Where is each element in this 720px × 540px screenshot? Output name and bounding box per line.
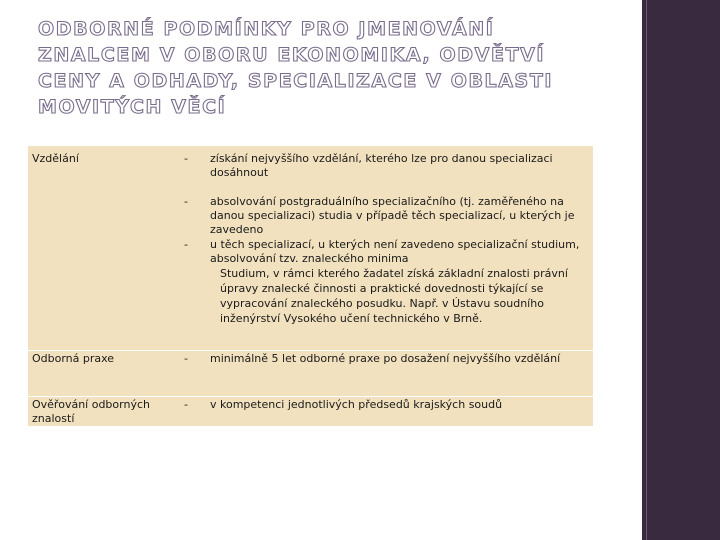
side-panel (642, 0, 720, 540)
education-item-1: získání nejvyššího vzdělání, kterého lze pro danou specializaci dosáhnout (210, 152, 553, 179)
conditions-table (28, 146, 593, 426)
education-item-3-note: Studium, v rámci kterého žadatel získá základní znalosti právní úpravy znalecké činnosti a praktické dovednosti týkající se vypracování znaleckého posudku. Např. v Ústavu soudního inženýrství Vysokého učení technického v Brně. (220, 267, 568, 325)
education-item-3: u těch specializací, u kterých není zavedeno specializační studium, absolvování tzv. znaleckého minima (210, 238, 580, 265)
row-label-vzdelani: Vzdělání (32, 152, 79, 165)
bullet-dash: - (184, 238, 188, 251)
row-label-overovani: Ověřování odborných znalostí (32, 398, 150, 425)
practice-item: minimálně 5 let odborné praxe po dosažení nejvyššího vzdělání (210, 352, 561, 365)
bullet-dash: - (184, 195, 188, 208)
bullet-dash: - (184, 398, 188, 411)
bullet-dash: - (184, 152, 188, 165)
education-item-2: absolvování postgraduálního specializačního (tj. zaměřeného na danou specializaci) studia v případě těch specializací, u kterých je zavedeno (210, 195, 575, 236)
slide-title: ODBORNÉ PODMÍNKY PRO JMENOVÁNÍ ZNALCEM V OBORU EKONOMIKA, ODVĚTVÍ CENY A ODHADY, SPECIALIZACE V OBLASTI MOVITÝCH VĚCÍ (38, 18, 554, 118)
row-divider (28, 350, 593, 351)
row-divider (28, 396, 593, 397)
verification-item: v kompetenci jednotlivých předsedů krajských soudů (210, 398, 503, 411)
bullet-dash: - (184, 352, 188, 365)
row-label-praxe: Odborná praxe (32, 352, 115, 365)
side-panel-divider (646, 0, 647, 540)
